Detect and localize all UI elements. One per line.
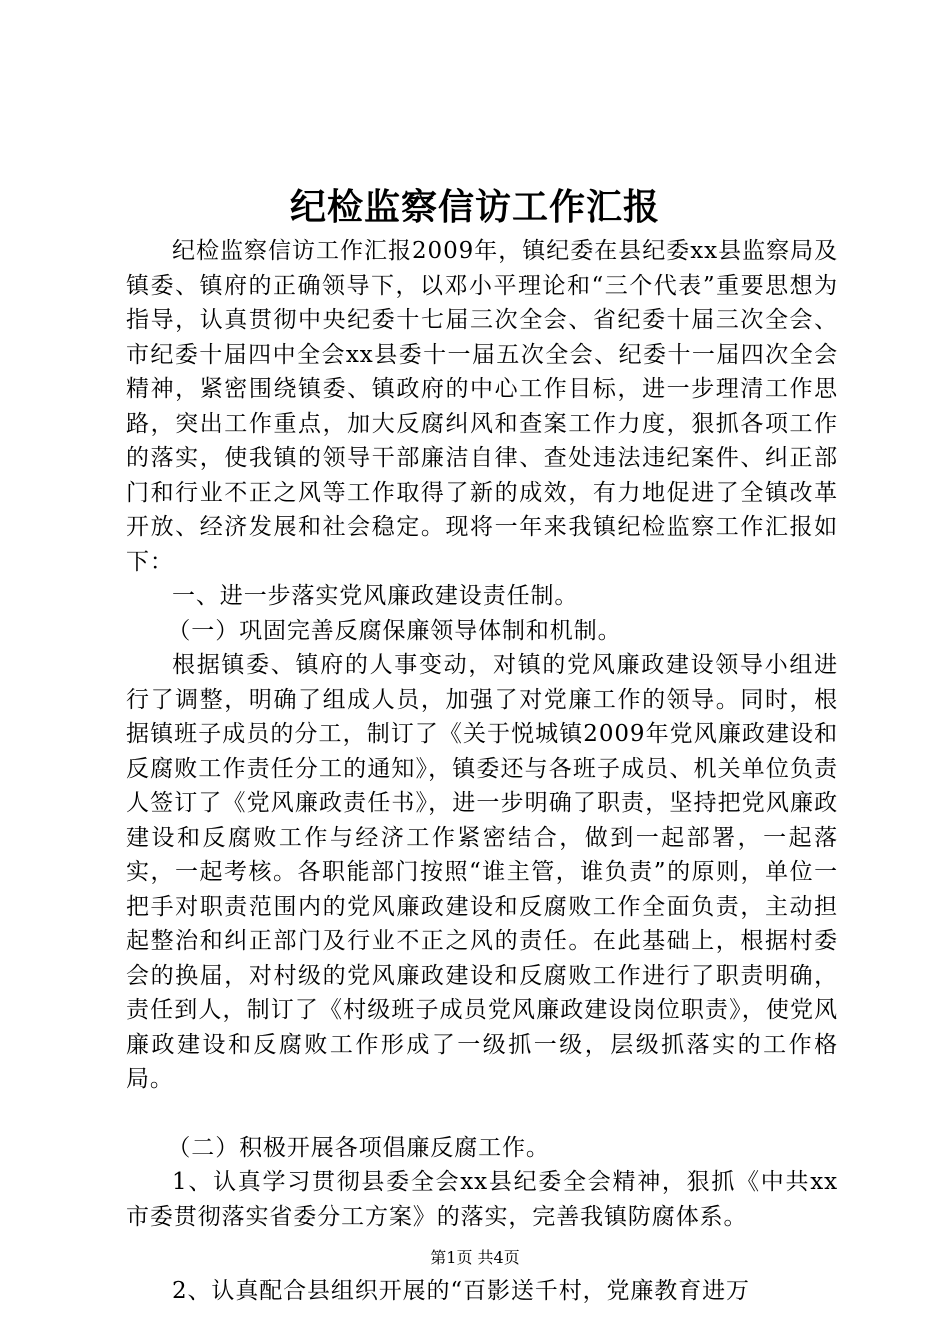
subsection-heading-1: （一）巩固完善反腐保廉领导体制和机制。	[167, 617, 622, 644]
body-paragraph-1: 根据镇委、镇府的人事变动，对镇的党风廉政建设领导小组进行了调整，明确了组成人员，加强了对党廉工作的领导。同时，根据镇班子成员的分工，制订了《关于悦城镇2009年党风廉政建设和反腐败工作责任分工的通知》，镇委还与各班子成员、机关单位负责人签订了《党风廉政责任书》，进一步明确了职责，坚持把党风廉政建设和反腐败工作与经济工作紧密结合，做到一起部署，一起落实，一起考核。各职能部门按照“谁主管，谁负责”的原则，单位一把手对职责范围内的党风廉政建设和反腐败工作全面负责，主动担起整治和纠正部门及行业不正之风的责任。在此基础上，根据村委会的换届，对村级的党风廉政建设和反腐败工作进行了职责明确，责任到人，制订了《村级班子成员党风廉政建设岗位职责》，使党风廉政建设和反腐败工作形成了一级抓一级，层级抓落实的工作格局。	[126, 652, 838, 1092]
document-body	[126, 234, 838, 1309]
intro-paragraph: 纪检监察信访工作汇报2009年，镇纪委在县纪委xx县监察局及镇委、镇府的正确领导下，以邓小平理论和“三个代表”重要思想为指导，认真贯彻中央纪委十七届三次全会、省纪委十届三次全会、市纪委十届四中全会xx县委十一届五次全会、纪委十一届四次全会精神，紧密围绕镇委、镇政府的中心工作目标，进一步理清工作思路，突出工作重点，加大反腐纠风和查案工作力度，狠抓各项工作的落实，使我镇的领导干部廉洁自律、查处违法违纪案件、纠正部门和行业不正之风等工作取得了新的成效，有力地促进了全镇改革开放、经济发展和社会稳定。现将一年来我镇纪检监察工作汇报如下：	[126, 238, 838, 575]
document-title: 纪检监察信访工作汇报	[289, 186, 660, 228]
list-item-1: 1、认真学习贯彻县委全会xx县纪委全会精神，狠抓《中共xx市委贯彻落实省委分工方案》的落实，完善我镇防腐体系。	[126, 1169, 838, 1230]
list-item-2: 2、认真配合县组织开展的“百影送千村，党廉教育进万	[172, 1278, 750, 1304]
subsection-heading-2: （二）积极开展各项倡廉反腐工作。	[167, 1134, 550, 1161]
page-footer: 第1页 共4页	[430, 1248, 520, 1267]
section-heading-1: 一、进一步落实党风廉政建设责任制。	[172, 583, 579, 609]
